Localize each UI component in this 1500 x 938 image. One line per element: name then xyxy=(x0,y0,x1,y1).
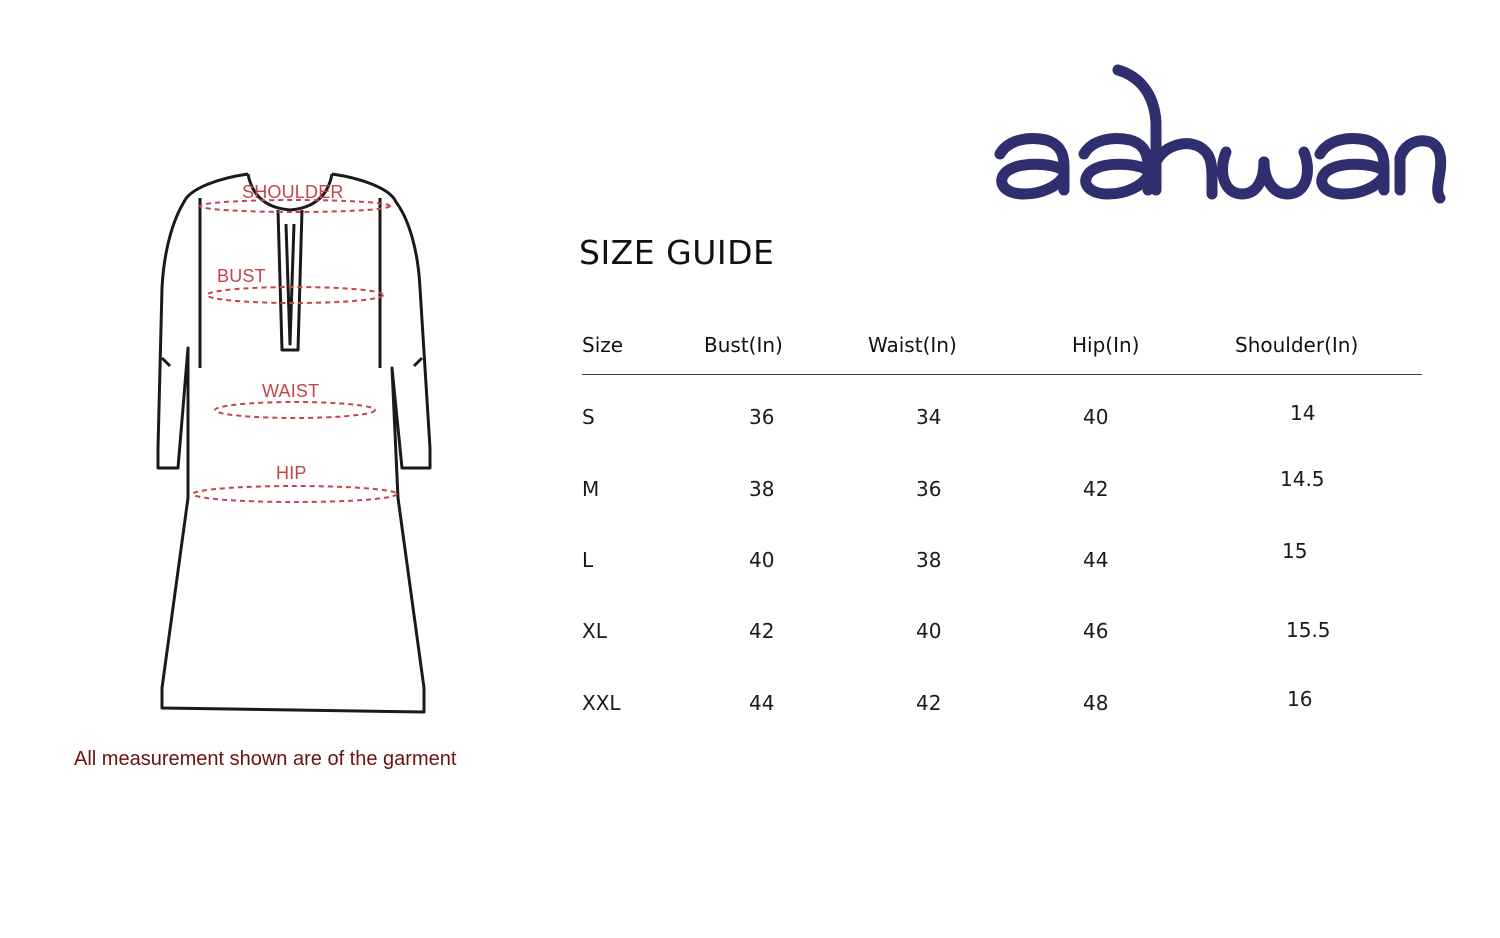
row-xl-shoulder: 15.5 xyxy=(1286,618,1331,642)
row-s-waist: 34 xyxy=(916,405,942,429)
kurta-measurement-diagram xyxy=(140,168,440,728)
row-xxl-bust: 44 xyxy=(749,691,775,715)
row-m-shoulder: 14.5 xyxy=(1280,467,1325,491)
row-m-size: M xyxy=(582,477,600,501)
header-hip: Hip(In) xyxy=(1072,333,1140,357)
row-xxl-waist: 42 xyxy=(916,691,942,715)
row-s-bust: 36 xyxy=(749,405,775,429)
row-xxl-size: XXL xyxy=(582,691,621,715)
row-xl-waist: 40 xyxy=(916,619,942,643)
row-m-bust: 38 xyxy=(749,477,775,501)
row-m-waist: 36 xyxy=(916,477,942,501)
shoulder-label: SHOULDER xyxy=(242,182,344,202)
bust-label: BUST xyxy=(217,266,266,286)
header-bust: Bust(In) xyxy=(704,333,783,357)
size-table xyxy=(582,325,1422,725)
header-divider xyxy=(582,374,1422,375)
kurta-outline xyxy=(140,168,440,728)
row-xxl-hip: 48 xyxy=(1083,691,1109,715)
measurement-footnote: All measurement shown are of the garment xyxy=(74,748,457,770)
row-xl-bust: 42 xyxy=(749,619,775,643)
row-s-shoulder: 14 xyxy=(1290,401,1316,425)
header-waist: Waist(In) xyxy=(868,333,957,357)
brand-logo xyxy=(988,62,1448,212)
row-s-size: S xyxy=(582,405,595,429)
brand-logo-graphic xyxy=(988,62,1448,212)
row-m-hip: 42 xyxy=(1083,477,1109,501)
row-l-waist: 38 xyxy=(916,548,942,572)
row-s-hip: 40 xyxy=(1083,405,1109,429)
row-xxl-shoulder: 16 xyxy=(1287,687,1313,711)
row-l-hip: 44 xyxy=(1083,548,1109,572)
waist-label: WAIST xyxy=(262,381,320,401)
row-l-shoulder: 15 xyxy=(1282,539,1308,563)
header-size: Size xyxy=(582,333,624,357)
row-xl-size: XL xyxy=(582,619,607,643)
row-l-bust: 40 xyxy=(749,548,775,572)
header-shoulder: Shoulder(In) xyxy=(1235,333,1359,357)
hip-label: HIP xyxy=(276,463,307,483)
row-xl-hip: 46 xyxy=(1083,619,1109,643)
row-l-size: L xyxy=(582,548,594,572)
size-guide-title: SIZE GUIDE xyxy=(579,233,775,272)
